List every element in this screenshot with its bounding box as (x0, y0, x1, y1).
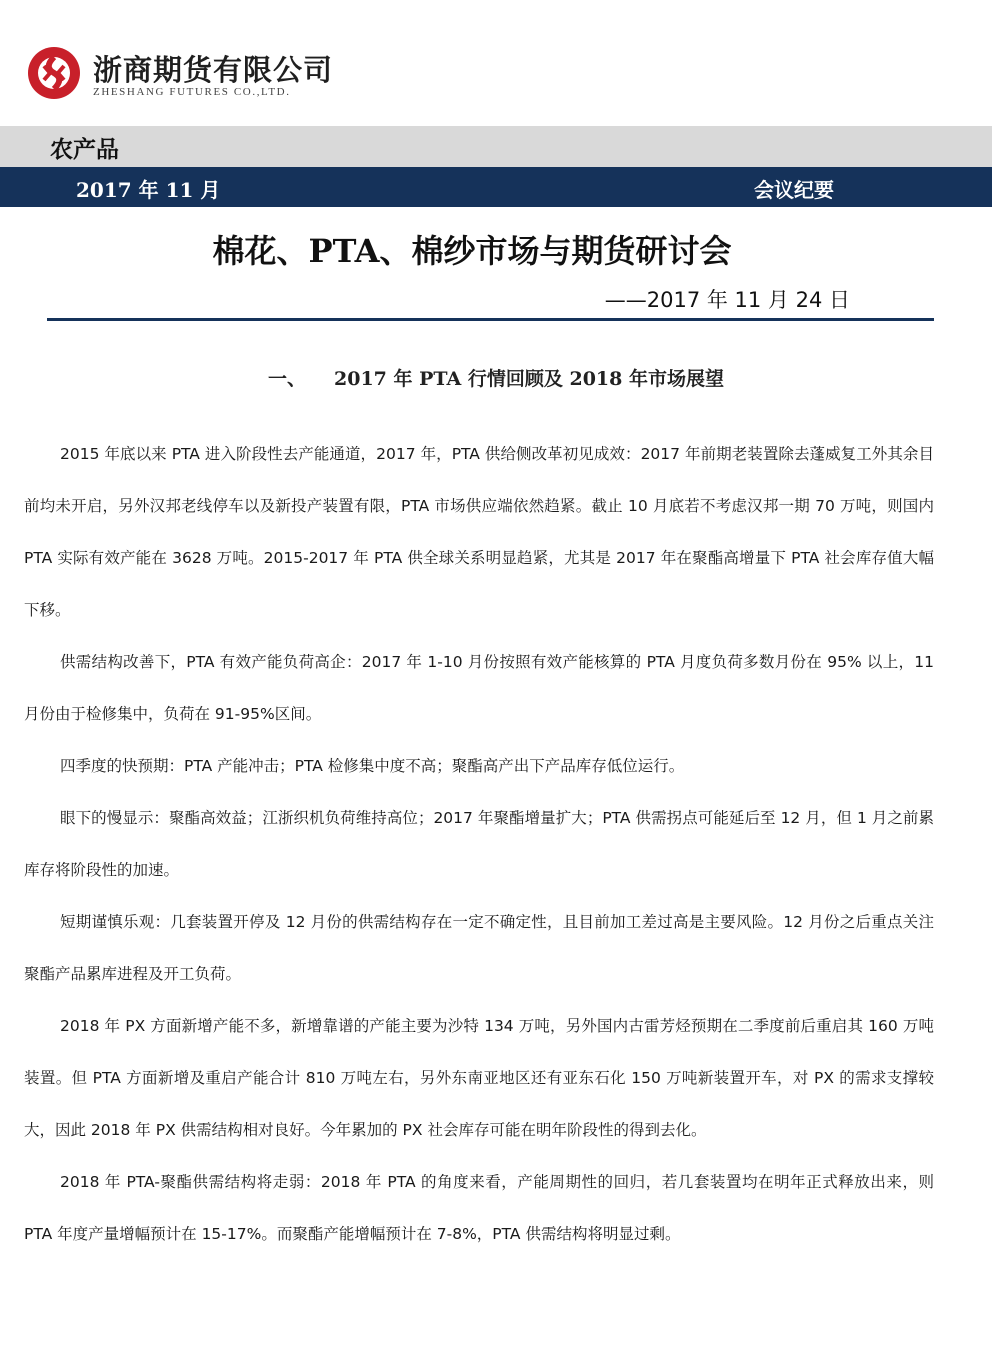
paragraph: 供需结构改善下，PTA 有效产能负荷高企：2017 年 1-10 月份按照有效产能核算的 PTA 月度负荷多数月份在 95% 以上，11 月份由于检修集中，负荷在 91-95%区间。 (24, 653, 934, 723)
section-number: 一、 (268, 368, 307, 390)
report-type: 会议纪要 (754, 178, 834, 202)
paragraph: 眼下的慢显示：聚酯高效益；江浙织机负荷维持高位；2017 年聚酯增量扩大；PTA 供需拐点可能延后至 12 月，但 1 月之前累库存将阶段性的加速。 (24, 809, 934, 879)
paragraph: 四季度的快预期：PTA 产能冲击；PTA 检修集中度不高；聚酯高产出下产品库存低位运行。 (60, 757, 685, 775)
company-name-en: ZHESHANG FUTURES CO.,LTD. (93, 86, 291, 98)
category-label: 农产品 (50, 137, 119, 163)
paragraph: 2018 年 PX 方面新增产能不多，新增靠谱的产能主要为沙特 134 万吨，另外国内古雷芳烃预期在二季度前后重启其 160 万吨装置。但 PTA 方面新增及重启产能合计 810 万吨左右，另外东南亚地区还有亚东石化 150 万吨新装置开车，对 PX 的需求支撑较大，因此 2018 年 PX 供需结构相对良好。今年累加的 PX 社会库存可能在明年阶段性的得到去化。 (24, 1017, 934, 1139)
document-title: 棉花、PTA、棉纱市场与期货研讨会 (212, 232, 732, 270)
section-heading (0, 364, 992, 391)
paragraph: 短期谨慎乐观：几套装置开停及 12 月份的供需结构存在一定不确定性，且目前加工差过高是主要风险。12 月份之后重点关注聚酯产品累库进程及开工负荷。 (24, 913, 934, 983)
category-band (0, 126, 992, 167)
body-text (24, 428, 934, 1260)
paragraph: 2015 年底以来 PTA 进入阶段性去产能通道，2017 年，PTA 供给侧改革初见成效：2017 年前期老装置除去蓬威复工外其余目前均未开启，另外汉邦老线停车以及新投产装置有限，PTA 市场供应端依然趋紧。截止 10 月底若不考虑汉邦一期 70 万吨，则国内 PTA 实际有效产能在 3628 万吨。2015-2017 年 PTA 供全球关系明显趋紧，尤其是 2017 年在聚酯高增量下 PTA 社会库存值大幅下移。 (24, 445, 934, 619)
report-info-band (0, 167, 992, 207)
company-name-cn: 浙商期货有限公司 (93, 53, 334, 87)
report-date: 2017 年 11 月 (76, 178, 221, 202)
paragraph: 2018 年 PTA-聚酯供需结构将走弱：2018 年 PTA 的角度来看，产能周期性的回归，若几套装置均在明年正式释放出来，则 PTA 年度产量增幅预计在 15-17%。而聚酯产能增幅预计在 7-8%，PTA 供需结构将明显过剩。 (24, 1173, 934, 1243)
zheshang-logo-icon (27, 46, 81, 100)
title-divider (47, 318, 934, 321)
meeting-date: ——2017 年 11 月 24 日 (604, 288, 850, 312)
section-title: 2017 年 PTA 行情回顾及 2018 年市场展望 (334, 368, 724, 390)
